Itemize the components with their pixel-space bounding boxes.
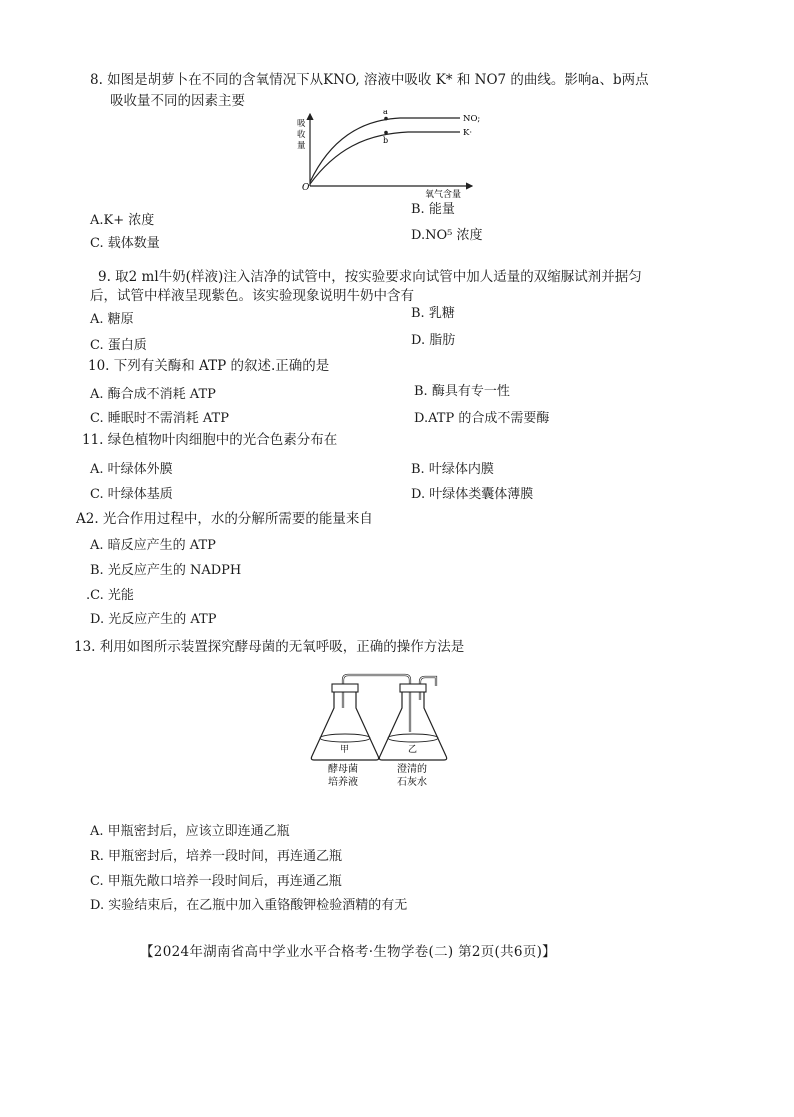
- graph-point-b: [384, 131, 388, 135]
- q8-option-a: A.K+ 浓度: [90, 213, 155, 228]
- stopper-right: [400, 684, 426, 692]
- q12-option-b: B. 光反应产生的 NADPH: [90, 563, 242, 578]
- graph-label-no3: NO;: [463, 114, 481, 124]
- q10-stem: 10. 下列有关酶和 ATP 的叙述.正确的是: [88, 358, 330, 374]
- caption-left-2: 培养液: [328, 777, 358, 788]
- caption-right-2: 石灰水: [397, 777, 427, 788]
- q12-stem: A2. 光合作用过程中，水的分解所需要的能量来自: [76, 511, 373, 527]
- q11-option-b: B. 叶绿体内膜: [411, 462, 494, 477]
- q12-option-a: A. 暗反应产生的 ATP: [90, 538, 216, 553]
- q13-option-d: D. 实验结束后，在乙瓶中加入重铬酸钾检验酒精的有无: [90, 898, 408, 913]
- graph-label-b: b: [383, 136, 389, 145]
- q10-option-b: B. 酶具有专一性: [414, 384, 510, 399]
- q10-option-a: A. 酶合成不消耗 ATP: [90, 387, 216, 402]
- q10-option-d: D.ATP 的合成不需要酶: [414, 411, 550, 426]
- graph-label-k: K·: [463, 128, 473, 138]
- graph-label-a: a: [383, 110, 388, 116]
- q10-option-c: C. 睡眠时不需消耗 ATP: [90, 411, 229, 426]
- flask-right-label: 乙: [408, 745, 418, 755]
- q11-stem: 11. 绿色植物叶肉细胞中的光合色素分布在: [82, 432, 338, 448]
- caption-left-1: 酵母菌: [328, 764, 358, 775]
- caption-right-1: 澄清的: [397, 764, 427, 775]
- q8-option-d: D.NO⁵ 浓度: [411, 228, 483, 243]
- q9-option-d: D. 脂肪: [411, 333, 456, 348]
- q8-stem-line1: 8. 如图是胡萝卜在不同的含氧情况下从KNO, 溶液中吸收 K* 和 NO7 的曲线。影响a、b两点: [90, 72, 649, 88]
- page-footer: 【2024年湖南省高中学业水平合格考·生物学卷(二) 第2页(共6页)】: [140, 944, 556, 960]
- graph-ylabel-1: 吸: [297, 119, 306, 129]
- q13-option-c: C. 甲瓶先敞口培养一段时间后，再连通乙瓶: [90, 874, 342, 889]
- q9-stem-line2: 后，试管中样液呈现紫色。该实验现象说明牛奶中含有: [90, 288, 414, 304]
- graph-origin: O: [302, 183, 310, 193]
- q13-option-a: A. 甲瓶密封后，应该立即连通乙瓶: [90, 824, 290, 839]
- graph-curve-no3: [310, 118, 460, 182]
- graph-ylabel-2: 收: [297, 130, 306, 140]
- graph-ylabel-3: 量: [297, 141, 306, 151]
- liquid-left: [320, 734, 370, 742]
- q8-absorption-graph: [290, 110, 500, 205]
- stopper-left: [332, 684, 358, 692]
- q12-option-d: D. 光反应产生的 ATP: [90, 612, 217, 627]
- q9-stem-line1: 9. 取2 ml牛奶(样液)注入洁净的试管中，按实验要求向试管中加人适量的双缩脲试剂并据匀: [98, 269, 642, 285]
- graph-point-a: [384, 117, 388, 121]
- q13-option-b: R. 甲瓶密封后，培养一段时间，再连通乙瓶: [90, 849, 343, 864]
- q11-option-a: A. 叶绿体外膜: [90, 462, 173, 477]
- graph-xlabel: 氧气含量: [425, 190, 462, 200]
- q11-option-c: C. 叶绿体基质: [90, 487, 173, 502]
- q11-option-d: D. 叶绿体类囊体薄膜: [411, 487, 534, 502]
- q8-stem-line2: 吸收量不同的因素主要: [110, 93, 245, 109]
- flask-left-label: 甲: [340, 745, 350, 755]
- q8-option-b: B. 能量: [411, 202, 455, 217]
- q9-option-b: B. 乳糖: [411, 306, 455, 321]
- q13-apparatus-figure: [306, 672, 456, 794]
- q9-option-c: C. 蛋白质: [90, 338, 147, 353]
- q8-option-c: C. 载体数量: [90, 236, 160, 251]
- q13-stem: 13. 利用如图所示装置探究酵母菌的无氧呼吸，正确的操作方法是: [74, 639, 465, 655]
- q9-option-a: A. 糖原: [90, 312, 134, 327]
- q12-option-c: .C. 光能: [86, 588, 134, 603]
- liquid-right: [388, 734, 438, 742]
